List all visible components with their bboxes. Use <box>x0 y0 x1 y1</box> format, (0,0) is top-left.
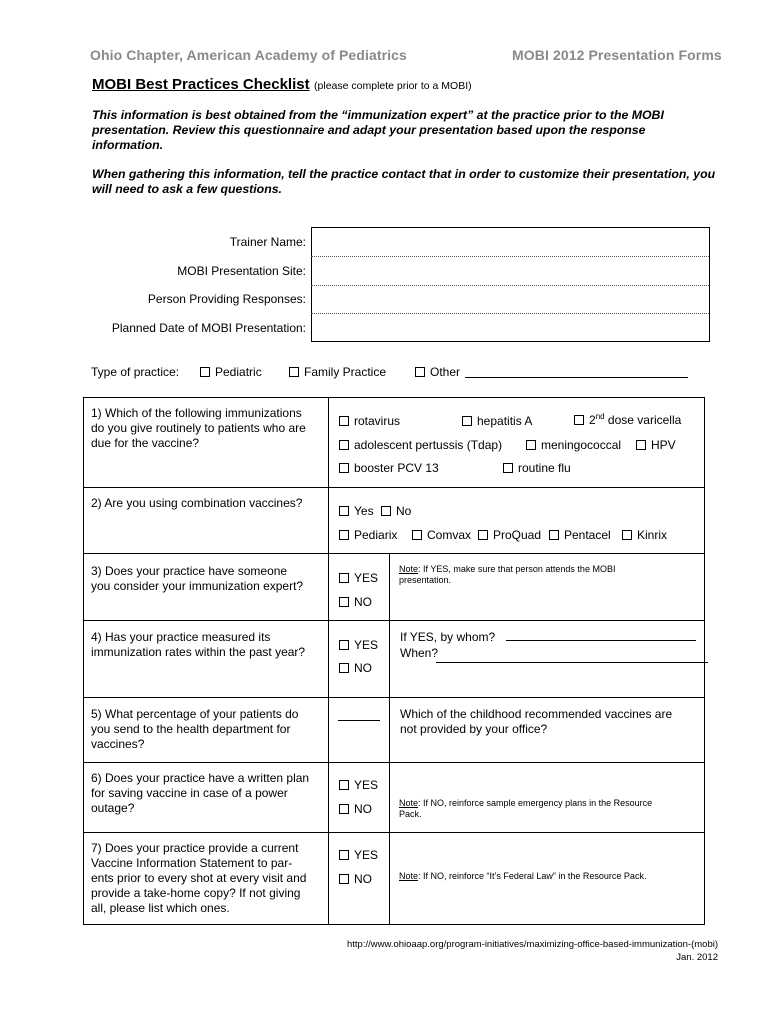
checkbox-pediarix[interactable] <box>339 530 349 540</box>
q2-pediarix[interactable]: Pediarix <box>339 528 397 542</box>
q3-no[interactable]: NO <box>339 595 372 609</box>
q1-meningococcal[interactable]: meningococcal <box>526 438 621 452</box>
checkbox-varicella[interactable] <box>574 415 584 425</box>
checkbox-q3-yes[interactable] <box>339 573 349 583</box>
q4-by-whom-label: If YES, by whom? <box>400 630 496 644</box>
person-responses-label: Person Providing Responses: <box>147 292 306 306</box>
trainer-name-label: Trainer Name: <box>229 235 306 249</box>
page-title <box>92 76 472 94</box>
person-responses-input[interactable] <box>316 291 706 309</box>
q3-yes[interactable]: YES <box>339 571 378 585</box>
checkbox-meningococcal[interactable] <box>526 440 536 450</box>
intro-paragraph-1: This information is best obtained from the “immunization expert” at the practice prior to the MOBI presentation. Review this questionnaire and adapt your presentation based upon the response information. <box>92 108 664 152</box>
q5-percentage-line[interactable] <box>338 720 380 721</box>
q1-hepatitis-a[interactable]: hepatitis A <box>462 414 532 428</box>
checkbox-pentacel[interactable] <box>549 530 559 540</box>
q2-kinrix[interactable]: Kinrix <box>622 528 667 542</box>
q1-hpv[interactable]: HPV <box>636 438 676 452</box>
other-line[interactable] <box>465 377 688 378</box>
q2-no[interactable]: No <box>381 504 411 518</box>
q1-tdap[interactable]: adolescent pertussis (Tdap) <box>339 438 502 452</box>
checkbox-family-practice[interactable] <box>289 367 299 377</box>
checkbox-q3-no[interactable] <box>339 597 349 607</box>
q2-yes[interactable]: Yes <box>339 504 374 518</box>
practice-type-label: Type of practice: <box>91 365 180 379</box>
checkbox-rotavirus[interactable] <box>339 416 349 426</box>
other-option[interactable]: Other <box>415 365 460 379</box>
checkbox-q4-yes[interactable] <box>339 640 349 650</box>
forms-header: MOBI 2012 Presentation Forms <box>512 47 722 63</box>
q3-note: Note: If YES, make sure that person attends the MOBI presentation. <box>399 564 616 585</box>
q1-flu[interactable]: routine flu <box>503 461 571 475</box>
checkbox-comvax[interactable] <box>412 530 422 540</box>
presentation-site-input[interactable] <box>316 263 706 281</box>
q1-rotavirus[interactable]: rotavirus <box>339 414 400 428</box>
presentation-site-label: MOBI Presentation Site: <box>177 264 306 278</box>
q2-proquad[interactable]: ProQuad <box>478 528 541 542</box>
checkbox-flu[interactable] <box>503 463 513 473</box>
q6-no[interactable]: NO <box>339 802 372 816</box>
q4-when-label: When? <box>400 646 439 660</box>
checkbox-hepatitis-a[interactable] <box>462 416 472 426</box>
checkbox-q2-no[interactable] <box>381 506 391 516</box>
footer-url: http://www.ohioaap.org/program-initiatives/maximizing-office-based-immunization-(mobi) <box>347 939 718 950</box>
q2-pentacel[interactable]: Pentacel <box>549 528 611 542</box>
checkbox-q6-no[interactable] <box>339 804 349 814</box>
q7-note: Note: If NO, reinforce “It’s Federal Law” in the Resource Pack. <box>399 871 647 881</box>
trainer-name-input[interactable] <box>316 235 706 253</box>
checkbox-other[interactable] <box>415 367 425 377</box>
q5-right-text: Which of the childhood recommended vaccines are not provided by your office? <box>400 707 673 736</box>
title-main: MOBI Best Practices Checklist <box>92 76 310 93</box>
q7-no[interactable]: NO <box>339 872 372 886</box>
org-header: Ohio Chapter, American Academy of Pediatrics <box>90 47 407 63</box>
checkbox-q7-no[interactable] <box>339 874 349 884</box>
q4-no[interactable]: NO <box>339 661 372 675</box>
checkbox-proquad[interactable] <box>478 530 488 540</box>
q4-when-line[interactable] <box>436 662 708 663</box>
q1-pcv[interactable]: booster PCV 13 <box>339 461 439 475</box>
checkbox-q2-yes[interactable] <box>339 506 349 516</box>
q4-text: 4) Has your practice measured its immunization rates within the past year? <box>91 630 306 659</box>
planned-date-input[interactable] <box>316 319 706 337</box>
checkbox-q6-yes[interactable] <box>339 780 349 790</box>
checkbox-tdap[interactable] <box>339 440 349 450</box>
checkbox-pcv13[interactable] <box>339 463 349 473</box>
checkbox-q7-yes[interactable] <box>339 850 349 860</box>
q5-text: 5) What percentage of your patients do you send to the health department for vaccines? <box>91 707 299 751</box>
intro-paragraph-2: When gathering this information, tell the practice contact that in order to customize their presentation, you will need to ask a few questions. <box>92 167 716 196</box>
q2-text: 2) Are you using combination vaccines? <box>91 496 303 510</box>
q6-note: Note: If NO, reinforce sample emergency plans in the Resource Pack. <box>399 798 653 819</box>
q3-text: 3) Does your practice have someone you consider your immunization expert? <box>91 564 304 593</box>
family-practice-option[interactable]: Family Practice <box>289 365 386 379</box>
checkbox-q4-no[interactable] <box>339 663 349 673</box>
pediatric-option[interactable]: Pediatric <box>200 365 262 379</box>
footer-date: Jan. 2012 <box>676 952 718 963</box>
planned-date-label: Planned Date of MOBI Presentation: <box>111 321 306 335</box>
q7-text: 7) Does your practice provide a current Vaccine Information Statement to par- ents prior to every shot at every visit and provide a take-home copy? If not giving all, please list which ones. <box>91 841 307 915</box>
q6-yes[interactable]: YES <box>339 778 378 792</box>
q6-text: 6) Does your practice have a written plan for saving vaccine in case of a power outage? <box>91 771 310 815</box>
q4-yes[interactable]: YES <box>339 638 378 652</box>
checkbox-kinrix[interactable] <box>622 530 632 540</box>
q1-text: 1) Which of the following immunizations do you give routinely to patients who are due for the vaccine? <box>91 406 306 450</box>
checkbox-hpv[interactable] <box>636 440 646 450</box>
title-note: (please complete prior to a MOBI) <box>314 80 472 92</box>
q4-by-whom-line[interactable] <box>506 640 696 641</box>
checkbox-pediatric[interactable] <box>200 367 210 377</box>
q1-varicella[interactable]: 2nd dose varicella <box>574 412 681 427</box>
q7-yes[interactable]: YES <box>339 848 378 862</box>
q2-comvax[interactable]: Comvax <box>412 528 471 542</box>
